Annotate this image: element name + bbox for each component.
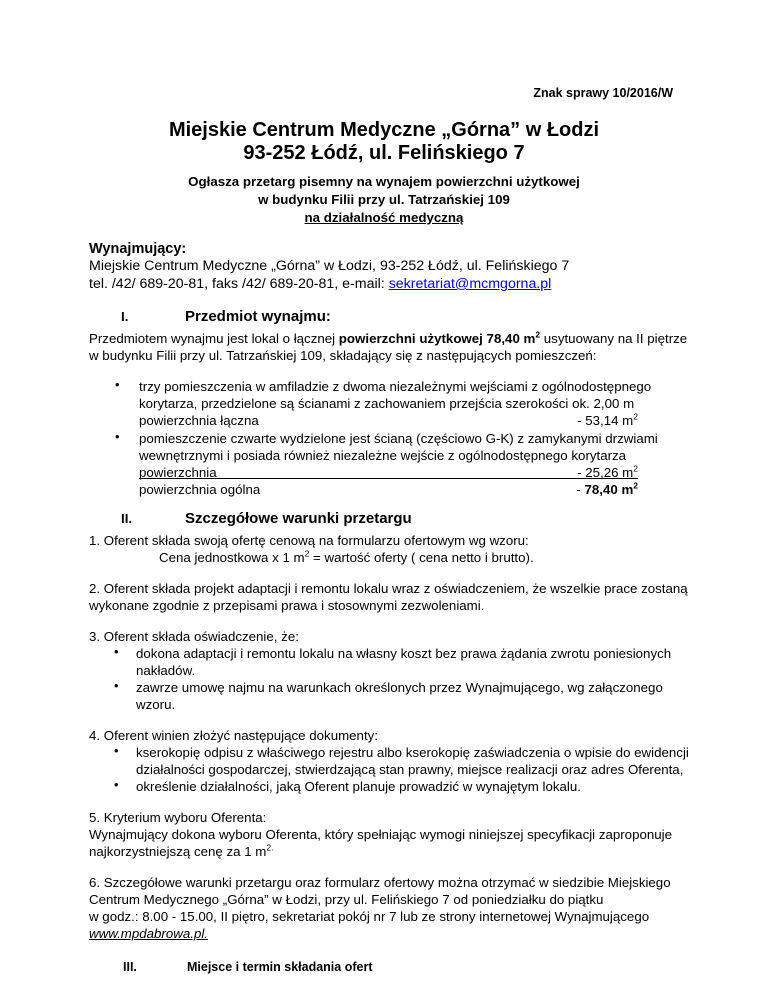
item-1-line-1: trzy pomieszczenia w amfiladzie z dwoma niezależnymi wejściami z ogólnodostępnego <box>139 379 652 394</box>
section-1-intro-line-2: w budynku Filii przy ul. Tatrzańskiej 109, składający się z następujących pomieszczeń: <box>89 348 597 363</box>
case-number: Znak sprawy 10/2016/W <box>533 86 673 100</box>
page-title-address: 93-252 Łódź, ul. Felińskiego 7 <box>243 142 525 164</box>
item-2-line-2: wewnętrznymi i posiada również niezależne wejście z ogólnodostępnego korytarza <box>139 448 627 463</box>
p2-line-1: 2. Oferent składa projekt adaptacji i remontu lokalu wraz z oświadczeniem, że wszelkie prace zostaną <box>89 581 688 596</box>
announcement-line-1: Ogłasza przetarg pisemny na wynajem powierzchni użytkowej <box>188 174 580 189</box>
section-2-title: Szczegółowe warunki przetargu <box>185 510 412 527</box>
p3-bullet-2-line-1: zawrze umowę najmu na warunkach określonych przez Wynajmującego, wg załączonego <box>136 680 663 695</box>
bullet-icon: • <box>114 678 119 693</box>
divider <box>139 478 638 479</box>
p1-line-1: 1. Oferent składa swoją ofertę cenową na formularzu ofertowym wg wzoru: <box>89 533 529 548</box>
bullet-icon: • <box>114 777 119 792</box>
p5-sup: 2. <box>266 842 274 853</box>
total-value: 78,40 m <box>584 482 634 497</box>
bullet-icon: • <box>114 644 119 659</box>
bullet-icon: • <box>114 743 119 758</box>
area-value: - 25,26 m <box>577 465 634 480</box>
page-title: Miejskie Centrum Medyczne „Górna” w Łodzi <box>168 119 600 141</box>
item-1-line-2: korytarza, przedzielone są ścianami z zachowaniem przejścia szerokości ok. 2,00 m <box>139 396 635 411</box>
section-1-intro <box>89 330 687 347</box>
p3-bullet-1-line-2: nakładów. <box>136 663 196 678</box>
intro-text: Przedmiotem wynajmu jest lokal o łącznej <box>89 331 339 346</box>
landlord-name: Miejskie Centrum Medyczne „Górna” w Łodzi, 93-252 Łódź, ul. Felińskiego 7 <box>89 258 570 274</box>
website-link[interactable]: www.mpdabrowa.pl. <box>89 926 208 941</box>
section-1-number: I. <box>121 309 129 324</box>
area-sup: 2 <box>633 411 638 422</box>
p4-bullet-1-line-2: działalności gospodarczej, stwierdzającą stan prawny, miejsce realizacji oraz adres Oferenta, <box>136 762 684 777</box>
bullet-icon: • <box>115 429 120 444</box>
p6-line-3: w godz.: 8.00 - 15.00, II piętro, sekretariat pokój nr 7 lub ze strony internetowej Wynajmującego <box>89 909 650 924</box>
total-area-value <box>576 481 638 498</box>
formula-a: Cena jednostkowa x 1 m <box>159 550 305 565</box>
landlord-contact <box>89 276 551 293</box>
section-2-number: II. <box>121 511 133 526</box>
p4-line-1: 4. Oferent winien złożyć następujące dokumenty: <box>89 728 378 743</box>
bullet-icon: • <box>115 377 120 392</box>
p6-line-1: 6. Szczegółowe warunki przetargu oraz formularz ofertowy można otrzymać w siedzibie Miejskiego <box>89 875 671 890</box>
p5-line-3 <box>89 843 273 860</box>
landlord-heading: Wynajmujący: <box>89 241 187 257</box>
p3-line-1: 3. Oferent składa oświadczenie, że: <box>89 629 299 644</box>
formula-sup: 2 <box>304 548 310 559</box>
area-sup: 2 <box>633 463 638 474</box>
item-1-area-label: powierzchnia łączna <box>139 413 259 428</box>
item-2-area-label: powierzchnia <box>139 465 217 480</box>
intro-text-end: usytuowany na II piętrze <box>540 331 688 346</box>
p6-line-2: Centrum Medycznego „Górna” w Łodzi, przy ul. Felińskiego 7 od poniedziałku do piątku <box>89 892 604 907</box>
item-1-area-value <box>577 412 638 429</box>
p4-bullet-1-line-1: kserokopię odpisu z właściwego rejestru albo kserokopię zaświadczenia o wpisie do ewidencji <box>136 745 689 760</box>
p1-line-2 <box>159 549 534 566</box>
p4-bullet-2-line-1: określenie działalności, jaką Oferent planuje prowadzić w wynajętym lokalu. <box>136 779 581 794</box>
contact-text: tel. /42/ 689-20-81, faks /42/ 689-20-81, e-mail: <box>89 276 389 292</box>
section-3-title: Miejsce i termin składania ofert <box>187 960 373 974</box>
announcement-line-3: na działalność medyczną <box>304 210 464 225</box>
p3-bullet-2-line-2: wzoru. <box>136 697 176 712</box>
intro-sup: 2 <box>535 329 541 340</box>
p3-bullet-1-line-1: dokona adaptacji i remontu lokalu na własny koszt bez prawa żądania zwrotu poniesionych <box>136 646 672 661</box>
item-2-area-value <box>577 464 638 481</box>
p2-line-2: wykonane zgodnie z przepisami prawa i stosownymi zezwoleniami. <box>89 598 485 613</box>
total-area-label: powierzchnia ogólna <box>139 482 261 497</box>
p5-line-1: 5. Kryterium wyboru Oferenta: <box>89 810 267 825</box>
total-dash: - <box>576 482 585 497</box>
intro-bold: powierzchni użytkowej 78,40 m <box>338 331 536 346</box>
section-1-title: Przedmiot wynajmu: <box>185 308 331 325</box>
announcement-line-2: w budynku Filii przy ul. Tatrzańskiej 109 <box>258 192 510 207</box>
email-link[interactable]: sekretariat@mcmgorna.pl <box>388 276 552 292</box>
total-sup: 2 <box>633 480 638 491</box>
area-value: - 53,14 m <box>577 413 634 428</box>
section-3-number: III. <box>123 960 137 974</box>
p5-line-2: Wynajmujący dokona wyboru Oferenta, który spełniając wymogi niniejszej specyfikacji zaproponuje <box>89 827 673 842</box>
item-2-line-1: pomieszczenie czwarte wydzielone jest ścianą (częściowo G-K) z zamykanymi drzwiami <box>139 431 658 446</box>
formula-b: = wartość oferty ( cena netto i brutto). <box>309 550 534 565</box>
p5-text: najkorzystniejszą cenę za 1 m <box>89 844 267 859</box>
